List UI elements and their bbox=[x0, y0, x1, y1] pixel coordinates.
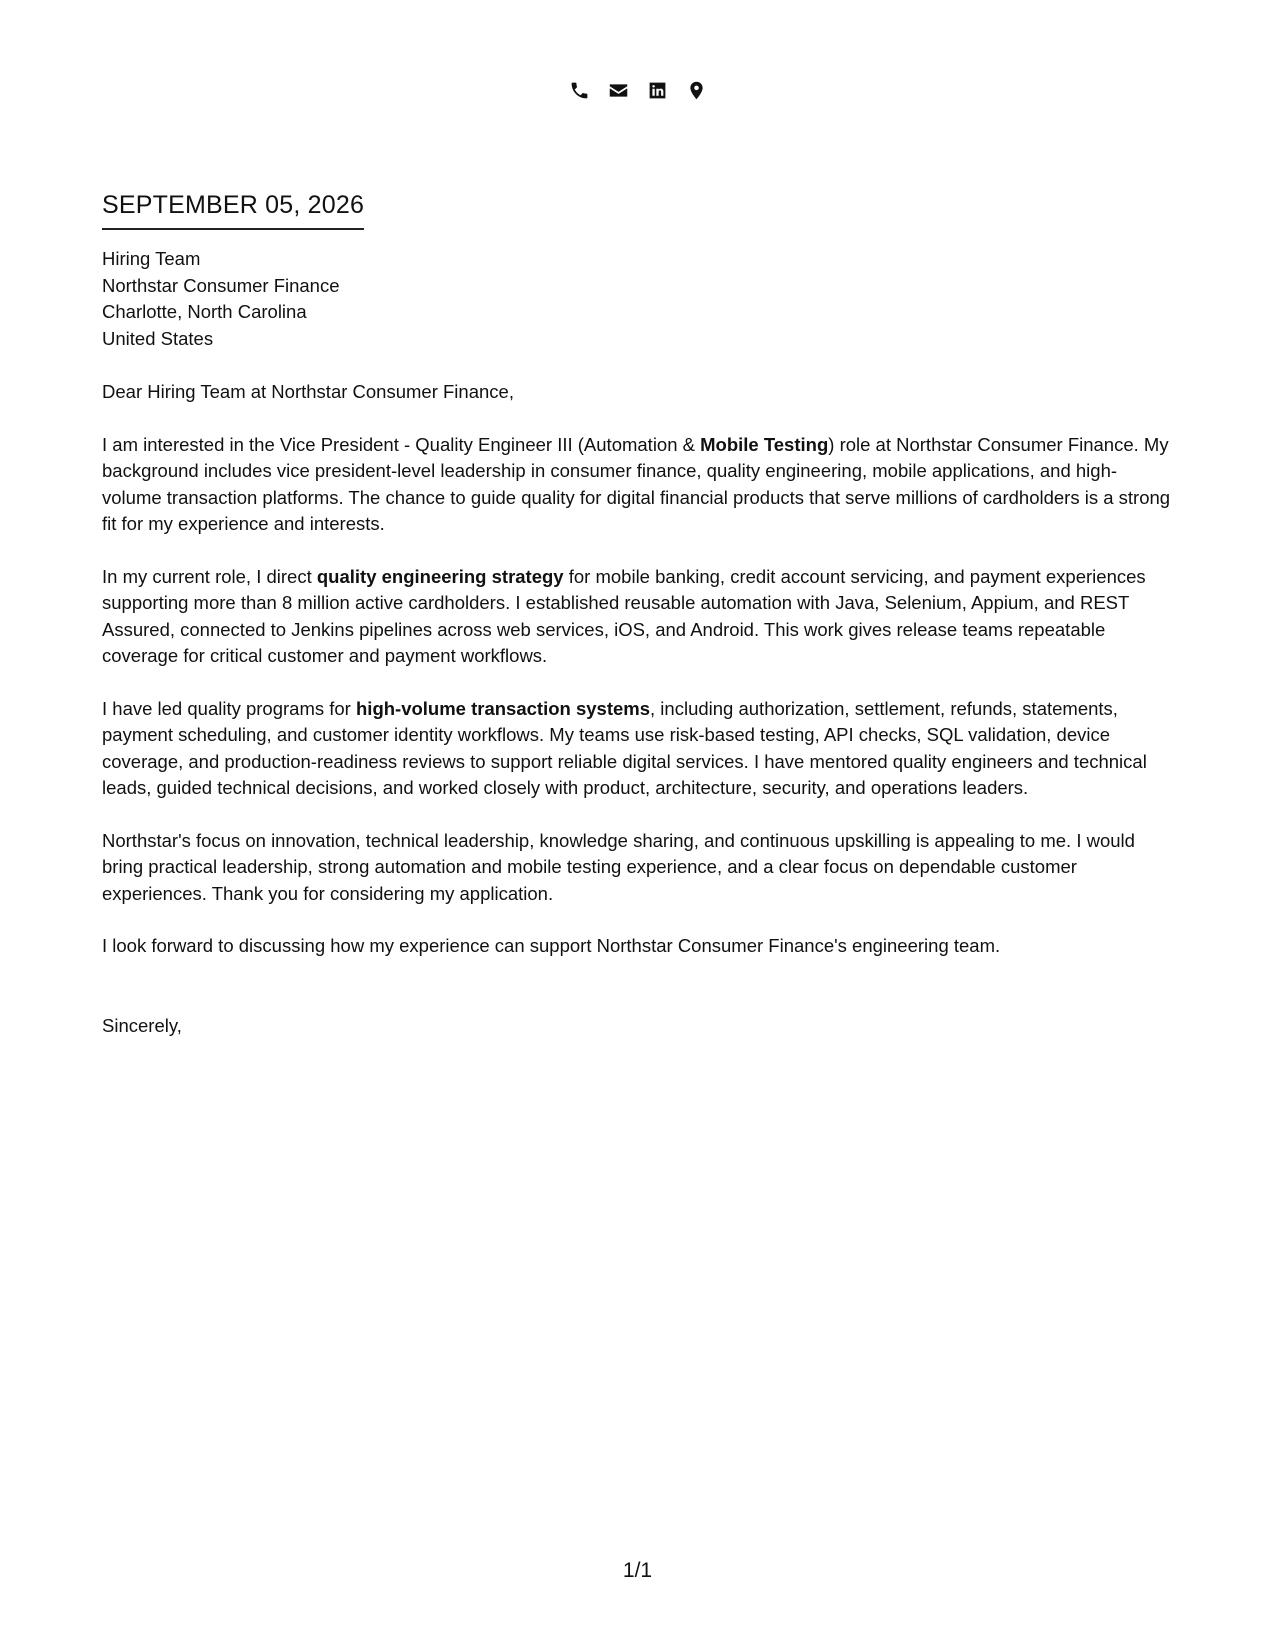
recipient-city: Charlotte, North Carolina bbox=[102, 301, 307, 322]
paragraph-current-role-text: In my current role, I direct bbox=[102, 565, 317, 587]
paragraph-intro-text-end: ) role at Northstar Consumer Finance. My background includes vice president-level leadership in consumer finance, quality engineering, mobile applications, and high-volume transaction platforms. The chance to guide quality for digital financial products that serve millions of cardholders is a strong fit for my experience and interests. bbox=[102, 433, 1171, 534]
paragraph-programs-text: I have led quality programs for bbox=[102, 697, 356, 719]
email-icon[interactable] bbox=[608, 80, 629, 101]
contact-icons bbox=[0, 80, 1275, 101]
letter-body bbox=[102, 188, 1172, 1039]
letter-date: SEPTEMBER 05, 2026 bbox=[102, 188, 364, 230]
paragraph-programs-text-end: , including authorization, settlement, refunds, statements, payment scheduling, and customer identity workflows. My teams use risk-based testing, API checks, SQL validation, device coverage, and production-readiness reviews to support reliable digital services. I have mentored quality engineers and technical leads, guided technical decisions, and worked closely with product, architecture, security, and operations leaders. bbox=[102, 697, 1147, 798]
recipient-address bbox=[102, 246, 1172, 352]
closing: Sincerely, bbox=[102, 1014, 182, 1036]
paragraph-current-role-highlight: quality engineering strategy bbox=[316, 565, 564, 587]
paragraph-motivation: Northstar's focus on innovation, technical leadership, knowledge sharing, and continuous upskilling is appealing to me. I would bring practical leadership, strong automation and mobile testing experience, and a clear focus on dependable customer experiences. Thank you for considering my application. bbox=[102, 829, 1135, 904]
page-number: 1/1 bbox=[622, 1559, 653, 1582]
phone-icon[interactable] bbox=[569, 80, 590, 101]
paragraph-current-role-text-end: for mobile banking, credit account servicing, and payment experiences supporting more than 8 million active cardholders. I established reusable automation with Java, Selenium, Appium, and REST Assured, connected to Jenkins pipelines across web services, iOS, and Android. This work gives release teams repeatable coverage for critical customer and payment workflows. bbox=[102, 565, 1146, 666]
paragraph-intro-text: I am interested in the Vice President - Quality Engineer III (Automation & bbox=[102, 433, 701, 455]
recipient-name: Hiring Team bbox=[102, 248, 201, 269]
recipient-company: Northstar Consumer Finance bbox=[102, 274, 340, 296]
linkedin-icon[interactable] bbox=[647, 80, 668, 101]
paragraph-intro-highlight: Mobile Testing bbox=[700, 433, 829, 455]
recipient-country: United States bbox=[102, 327, 214, 349]
paragraph-intro bbox=[102, 432, 1172, 538]
paragraph-programs-highlight: high-volume transaction systems bbox=[356, 697, 651, 719]
paragraph-current-role bbox=[102, 564, 1172, 670]
location-pin-icon[interactable] bbox=[686, 80, 707, 101]
salutation: Dear Hiring Team at Northstar Consumer Finance, bbox=[102, 381, 514, 402]
paragraph-programs bbox=[102, 696, 1172, 802]
paragraph-forward: I look forward to discussing how my experience can support Northstar Consumer Finance's engineering team. bbox=[102, 935, 1001, 956]
